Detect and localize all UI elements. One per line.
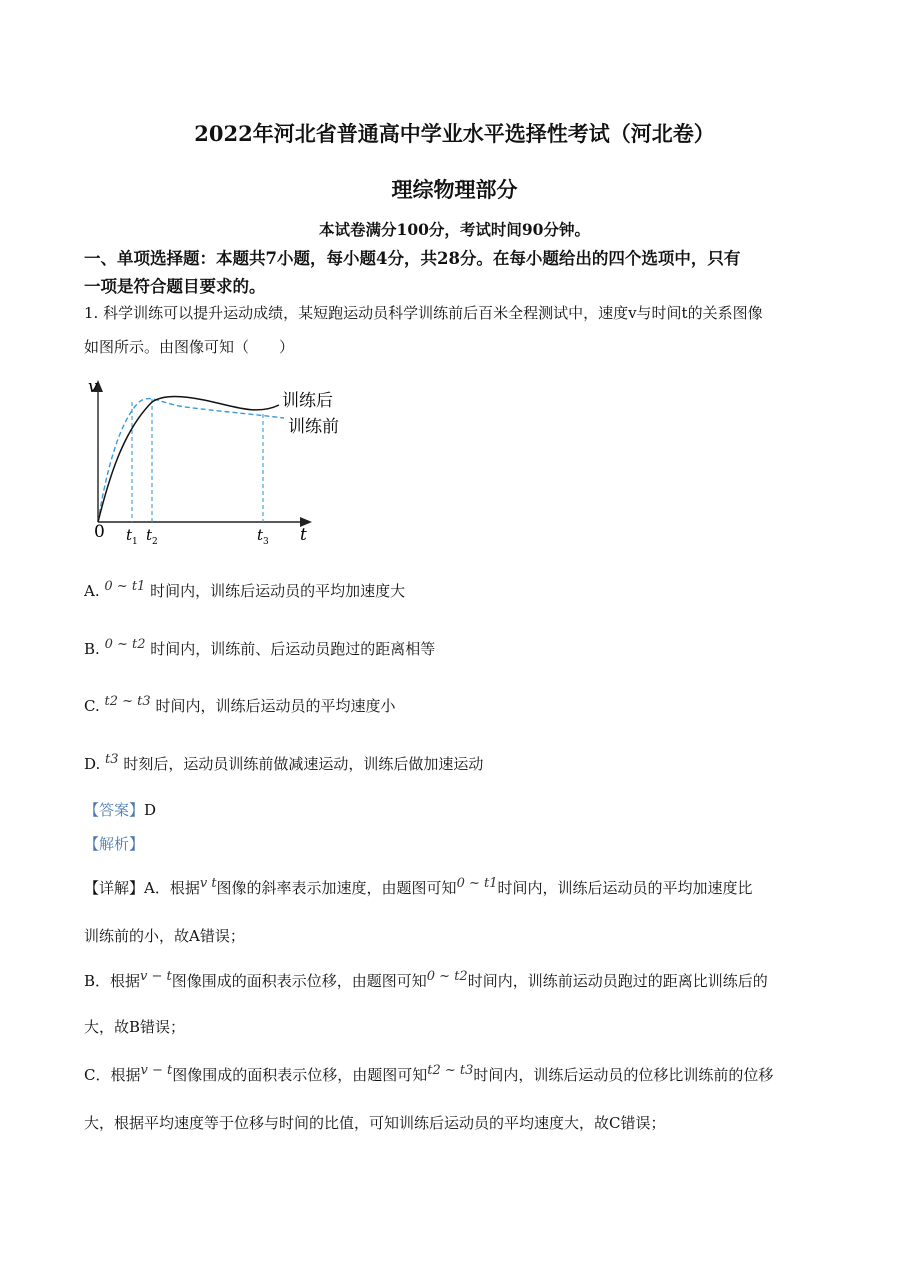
- detail-a-pre: 【详解】A．根据: [84, 879, 200, 897]
- option-b-text: 时间内，训练前、后运动员跑过的距离相等: [150, 640, 436, 658]
- section-heading-line2: 一项是符合题目要求的。: [84, 277, 266, 296]
- detail-c-line1: [84, 1064, 773, 1085]
- before-training-curve: [98, 399, 284, 522]
- detail-c-math1: v − t: [140, 1063, 173, 1078]
- answer-value: D: [144, 801, 157, 819]
- detail-b-math2: 0 ~ t2: [426, 969, 468, 984]
- option-c: [84, 695, 395, 716]
- analysis-label: 【解析】: [84, 835, 145, 853]
- analysis-line: [84, 833, 144, 854]
- option-a-letter: A.: [84, 582, 100, 600]
- detail-c-mid: 图像围成的面积表示位移，由题图可知: [172, 1066, 428, 1084]
- option-b-letter: B.: [84, 640, 100, 658]
- option-c-math: t2 ~ t3: [104, 694, 151, 709]
- tick-t2: [146, 526, 158, 547]
- detail-c-line2: 大，根据平均速度等于位移与时间的比值，可知训练后运动员的平均速度大，故C错误；: [84, 1114, 666, 1132]
- page-subtitle: 理综物理部分: [391, 177, 518, 202]
- exam-note: 本试卷满分100分，考试时间90分钟。: [319, 220, 590, 239]
- x-axis-label: t: [300, 525, 307, 545]
- detail-c-math2: t2 ~ t3: [427, 1063, 474, 1078]
- detail-b-line2: 大，故B错误；: [84, 1018, 186, 1036]
- svg-text:t: t: [146, 526, 153, 544]
- option-d: [84, 753, 483, 774]
- detail-b-post: 时间内，训练前运动员跑过的距离比训练后的: [467, 972, 768, 990]
- detail-a-math2: 0 ~ t1: [456, 876, 498, 891]
- option-a-text: 时间内，训练后运动员的平均加速度大: [150, 582, 406, 600]
- after-training-curve: [98, 397, 279, 523]
- option-a: [84, 580, 405, 601]
- option-d-letter: D.: [84, 755, 101, 773]
- option-a-math: 0 ~ t1: [104, 579, 146, 594]
- detail-b-math1: v − t: [140, 969, 172, 984]
- option-d-math: t3: [105, 752, 119, 767]
- question-stem-line1: 1. 科学训练可以提升运动成绩，某短跑运动员科学训练前后百米全程测试中，速度v与时间t的关系图像: [84, 304, 763, 322]
- detail-a-line2: 训练前的小，故A错误；: [84, 927, 245, 945]
- svg-text:3: 3: [263, 537, 269, 547]
- option-d-text: 时刻后，运动员训练前做减速运动，训练后做加速运动: [123, 755, 484, 773]
- detail-a-post: 时间内，训练后运动员的平均加速度比: [497, 879, 753, 897]
- page-title: 2022年河北省普通高中学业水平选择性考试（河北卷）: [194, 121, 715, 146]
- answer-label: 【答案】: [84, 801, 145, 819]
- question-stem-line2: 如图所示。由图像可知（ ）: [84, 338, 295, 356]
- svg-text:t: t: [257, 526, 264, 544]
- detail-a-mid: 图像的斜率表示加速度，由题图可知: [216, 879, 457, 897]
- svg-text:1: 1: [132, 537, 138, 547]
- after-training-label: 训练后: [282, 391, 333, 411]
- detail-b-mid: 图像围成的面积表示位移，由题图可知: [171, 972, 427, 990]
- answer-line: [84, 799, 156, 820]
- vt-graph: [84, 372, 364, 547]
- detail-b-line1: [84, 970, 768, 991]
- svg-text:t: t: [126, 526, 133, 544]
- option-b: [84, 638, 435, 659]
- svg-text:2: 2: [152, 537, 158, 547]
- origin-label: 0: [94, 522, 105, 542]
- tick-t1: [126, 526, 138, 547]
- section-heading-line1: 一、单项选择题：本题共7小题，每小题4分，共28分。在每小题给出的四个选项中，只有: [84, 249, 741, 268]
- option-b-math: 0 ~ t2: [104, 637, 146, 652]
- option-c-text: 时间内，训练后运动员的平均速度小: [155, 697, 396, 715]
- detail-c-pre: C．根据: [84, 1066, 141, 1084]
- before-training-label: 训练前: [288, 417, 339, 437]
- detail-c-post: 时间内，训练后运动员的位移比训练前的位移: [473, 1066, 774, 1084]
- detail-a-line1: [84, 877, 753, 898]
- y-axis-label: v: [88, 377, 98, 397]
- detail-a-math1: v t: [199, 876, 217, 891]
- option-c-letter: C.: [84, 697, 100, 715]
- tick-t3: [257, 526, 269, 547]
- detail-b-pre: B．根据: [84, 972, 141, 990]
